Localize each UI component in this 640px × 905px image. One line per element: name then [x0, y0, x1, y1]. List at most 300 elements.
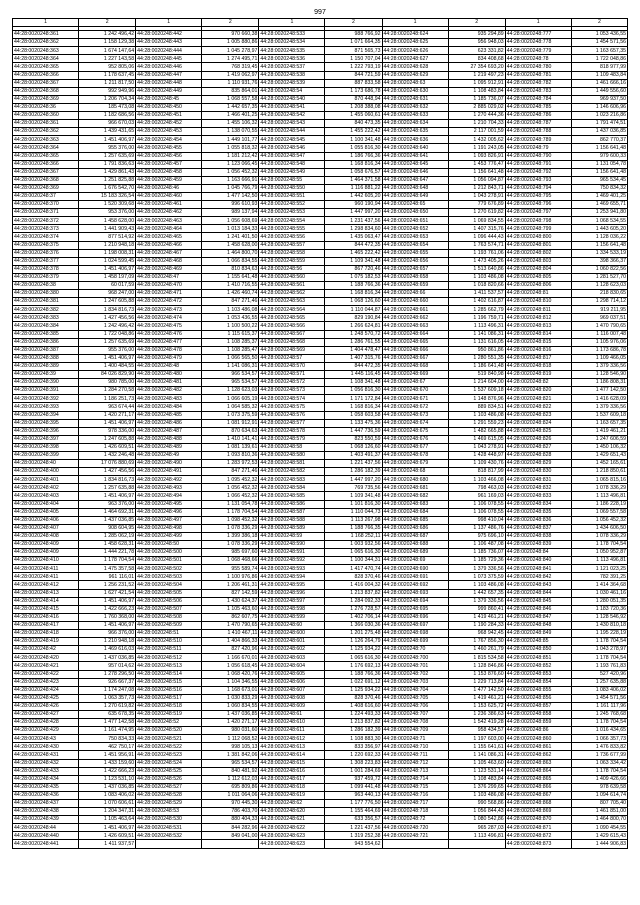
cadastral-value-cell: 1 156 641,48 [571, 144, 627, 152]
cadastral-value-cell: 1 001 284,69 [325, 767, 382, 775]
cadastral-value-cell: 943 554,62 [325, 840, 382, 848]
cadastral-value-cell: 1 005 880,86 [202, 39, 259, 47]
cadastral-number-cell: 44:28:0020248:622 [259, 824, 325, 832]
cadastral-number-cell: 44:28:0020248:711 [382, 751, 448, 759]
cadastral-number-cell: 44:28:0020248:532 [136, 832, 202, 840]
table-row [13, 565, 628, 573]
cadastral-value-cell: 1 212 843,71 [448, 184, 505, 192]
cadastral-number-cell: 44:28:0020248:490 [136, 460, 202, 468]
column-header: 2 [325, 19, 382, 27]
cadastral-number-cell: 44:28:0020248:394 [13, 411, 79, 419]
cadastral-number-cell: 44:28:0020248:704 [382, 686, 448, 694]
cadastral-number-cell: 44:28:0020248:586 [259, 500, 325, 508]
cadastral-number-cell: 44:28:0020248:371 [13, 209, 79, 217]
cadastral-number-cell: 44:28:0020248:392 [13, 395, 79, 403]
column-header: 2 [202, 19, 259, 27]
cadastral-value-cell: 1 022 691,12 [325, 678, 382, 686]
cadastral-value-cell: 1 065 616,30 [325, 549, 382, 557]
cadastral-value-cell: 1 451 406,97 [79, 824, 136, 832]
cadastral-value-cell: 1 168 252,11 [325, 532, 382, 540]
cadastral-value-cell: 1 451 406,97 [79, 354, 136, 362]
table-row [13, 621, 628, 629]
cadastral-value-cell: 1 366 030,36 [325, 621, 382, 629]
cadastral-number-cell: 44:28:0020248:484 [136, 403, 202, 411]
cadastral-number-cell: 44:28:0020248:712 [382, 759, 448, 767]
cadastral-number-cell: 44:28:0020248:592 [259, 557, 325, 565]
cadastral-number-cell: 44:28:0020248:628 [382, 63, 448, 71]
cadastral-number-cell: 44:28:0020248:519 [136, 710, 202, 718]
cadastral-number-cell: 44:28:0020248:787 [505, 120, 571, 128]
cadastral-value-cell: 968 942,45 [448, 630, 505, 638]
cadastral-number-cell: 44:28:0020248:396 [13, 427, 79, 435]
cadastral-number-cell: 44:28:0020248:836 [505, 516, 571, 524]
cadastral-number-cell: 44:28:0020248:779 [505, 47, 571, 55]
cadastral-value-cell: 1 109 466,05 [571, 354, 627, 362]
cadastral-number-cell: 44:28:0020248:40 [13, 460, 79, 468]
cadastral-value-cell: 870 634,63 [202, 427, 259, 435]
table-row [13, 225, 628, 233]
cadastral-value-cell: 1 433 159,60 [79, 759, 136, 767]
cadastral-value-cell: 818 977,99 [571, 63, 627, 71]
cadastral-value-cell: 980 785,00 [79, 379, 136, 387]
cadastral-number-cell: 44:28:0020248:830 [505, 468, 571, 476]
cadastral-number-cell: 44:28:0020248:384 [13, 322, 79, 330]
cadastral-number-cell: 44:28:0020248:666 [382, 346, 448, 354]
cadastral-number-cell: 44:28:0020248:685 [382, 516, 448, 524]
cadastral-number-cell: 44:28:0020248:618 [259, 783, 325, 791]
cadastral-value-cell: 1 274 495,71 [202, 55, 259, 63]
cadastral-value-cell: 1 137 486,76 [448, 524, 505, 532]
cadastral-number-cell: 44:28:0020248:784 [505, 95, 571, 103]
cadastral-number-cell: 44:28:0020248:369 [13, 184, 79, 192]
cadastral-number-cell: 44:28:0020248:670 [382, 387, 448, 395]
cadastral-number-cell: 44:28:0020248:831 [505, 476, 571, 484]
cadastral-number-cell: 44:28:0020248:615 [259, 759, 325, 767]
cadastral-value-cell: 1 451 406,97 [79, 597, 136, 605]
cadastral-number-cell: 44:28:0020248:61 [259, 710, 325, 718]
cadastral-value-cell: 1 173 686,78 [325, 87, 382, 95]
cadastral-number-cell: 44:28:0020248:694 [382, 597, 448, 605]
cadastral-value-cell: 1 131 054,78 [202, 500, 259, 508]
cadastral-number-cell: 44:28:0020248:595 [259, 581, 325, 589]
cadastral-value-cell: 1 178 704,54 [571, 638, 627, 646]
table-row [13, 759, 628, 767]
cadastral-number-cell: 44:28:0020248:57 [259, 354, 325, 362]
cadastral-number-cell: 44:28:0020248:451 [136, 112, 202, 120]
cadastral-value-cell: 1 094 614,74 [571, 791, 627, 799]
cadastral-value-cell: 1 482 665,88 [448, 427, 505, 435]
cadastral-number-cell: 44:28:0020248:476 [136, 330, 202, 338]
cadastral-value-cell: 1 056 452,32 [571, 516, 627, 524]
cadastral-value-cell: 1 247 605,88 [79, 298, 136, 306]
cadastral-number-cell: 44:28:0020248:374 [13, 233, 79, 241]
cadastral-number-cell: 44:28:0020248:65 [382, 201, 448, 209]
cadastral-value-cell: 1 198 008,31 [79, 249, 136, 257]
cadastral-value-cell: 1 455 060,61 [325, 112, 382, 120]
cadastral-value-cell: 963 376,00 [79, 500, 136, 508]
table-row [13, 630, 628, 638]
cadastral-number-cell: 44:28:0020248:782 [505, 79, 571, 87]
cadastral-value-cell: 1 078 336,29 [571, 532, 627, 540]
cadastral-number-cell: 44:28:0020248:654 [382, 241, 448, 249]
cadastral-value-cell: 1 469 615,05 [448, 435, 505, 443]
cadastral-value-cell: 1 058 603,58 [325, 411, 382, 419]
cadastral-value-cell: 786 403,70 [202, 808, 259, 816]
cadastral-value-cell: 1 043 278,97 [571, 646, 627, 654]
cadastral-number-cell: 44:28:0020248:691 [382, 573, 448, 581]
cadastral-value-cell: 1 455 222,42 [325, 128, 382, 136]
cadastral-number-cell: 44:28:0020248:865 [505, 775, 571, 783]
table-row [13, 427, 628, 435]
table-row [13, 411, 628, 419]
cadastral-value-cell: 1 146 606,96 [571, 103, 627, 111]
table-row [13, 775, 628, 783]
cadastral-value-cell: 1 108 285,47 [202, 346, 259, 354]
cadastral-number-cell: 44:28:0020248:690 [382, 565, 448, 573]
cadastral-value-cell: 1 163 657,35 [571, 419, 627, 427]
cadastral-number-cell: 44:28:0020248:657 [382, 265, 448, 273]
cadastral-number-cell: 44:28:0020248:36 [13, 103, 79, 111]
cadastral-value-cell: 1 464 800,70 [202, 249, 259, 257]
cadastral-number-cell: 44:28:0020248:572 [259, 379, 325, 387]
cadastral-value-cell: 833 356,97 [325, 743, 382, 751]
cadastral-number-cell: 44:28:0020248:818 [505, 362, 571, 370]
cadastral-value-cell: 1 003 932,56 [325, 541, 382, 549]
cadastral-number-cell: 44:28:0020248:683 [382, 500, 448, 508]
cadastral-value-cell: 1 166 670,01 [202, 654, 259, 662]
cadastral-value-cell: 1 248 570,72 [325, 330, 382, 338]
cadastral-value-cell: 970 660,38 [202, 31, 259, 39]
cadastral-value-cell: 1 791 836,63 [79, 160, 136, 168]
cadastral-value-cell: 1 298 714,12 [571, 298, 627, 306]
cadastral-number-cell: 44:28:0020248:51 [136, 630, 202, 638]
cadastral-value-cell: 1 461 666,16 [571, 79, 627, 87]
cadastral-number-cell: 44:28:0020248:621 [259, 816, 325, 824]
cadastral-number-cell: 44:28:0020248:571 [259, 371, 325, 379]
cadastral-number-cell: 44:28:0020248:591 [259, 549, 325, 557]
cadastral-number-cell: 44:28:0020248:63 [382, 79, 448, 87]
cadastral-number-cell: 44:28:0020248:510 [136, 638, 202, 646]
cadastral-value-cell: 1 458 628,31 [79, 541, 136, 549]
cadastral-number-cell: 44:28:0020248:52 [136, 719, 202, 727]
cadastral-number-cell: 44:28:0020248:686 [382, 524, 448, 532]
table-row [13, 176, 628, 184]
cadastral-number-cell: 44:28:0020248:872 [505, 832, 571, 840]
cadastral-number-cell: 44:28:0020248:443 [136, 39, 202, 47]
cadastral-number-cell: 44:28:0020248:707 [382, 710, 448, 718]
cadastral-value-cell: 1 188 766,36 [325, 670, 382, 678]
table-row [13, 419, 628, 427]
cadastral-number-cell: 44:28:0020248:477 [136, 338, 202, 346]
table-row [13, 201, 628, 209]
cadastral-number-cell: 44:28:0020248:485 [136, 411, 202, 419]
cadastral-number-cell: 44:28:0020248:381 [13, 298, 79, 306]
cadastral-number-cell: 44:28:0020248:444 [136, 47, 202, 55]
cadastral-value-cell: 1 078 336,29 [202, 541, 259, 549]
table-row [13, 460, 628, 468]
cadastral-number-cell: 44:28:0020248:435 [13, 783, 79, 791]
cadastral-value-cell: 1 451 406,97 [79, 621, 136, 629]
cadastral-value-cell: 1 452 165,61 [571, 460, 627, 468]
cadastral-number-cell: 44:28:0020248:55 [259, 176, 325, 184]
cadastral-number-cell: 44:28:0020248:828 [505, 451, 571, 459]
cadastral-value-cell: 1 163 657,35 [571, 47, 627, 55]
cadastral-number-cell: 44:28:0020248:544 [259, 128, 325, 136]
cadastral-value-cell: 1 447 997,20 [325, 209, 382, 217]
cadastral-number-cell: 44:28:0020248:660 [382, 298, 448, 306]
cadastral-value-cell: 1 110 044,87 [325, 306, 382, 314]
cadastral-value-cell: 623 331,82 [448, 47, 505, 55]
cadastral-number-cell: 44:28:0020248:561 [259, 282, 325, 290]
cadastral-number-cell: 44:28:0020248:527 [136, 783, 202, 791]
cadastral-number-cell: 44:28:0020248:546 [259, 144, 325, 152]
cadastral-value-cell: 1 186 228,19 [571, 500, 627, 508]
table-row [13, 282, 628, 290]
cadastral-value-cell: 1 419 461,21 [571, 427, 627, 435]
cadastral-number-cell: 44:28:0020248:429 [13, 727, 79, 735]
cadastral-value-cell: 1 103 466,08 [448, 476, 505, 484]
cadastral-value-cell: 849 041,00 [202, 832, 259, 840]
cadastral-value-cell: 1 053 436,55 [571, 31, 627, 39]
cadastral-value-cell: 1 063 334,42 [571, 759, 627, 767]
table-row [13, 686, 628, 694]
cadastral-value-cell: 1 096 444,43 [448, 233, 505, 241]
cadastral-number-cell: 44:28:0020248:43 [13, 735, 79, 743]
cadastral-number-cell: 44:28:0020248:491 [136, 468, 202, 476]
cadastral-number-cell: 44:28:0020248:665 [382, 338, 448, 346]
cadastral-number-cell: 44:28:0020248:647 [382, 176, 448, 184]
cadastral-value-cell: 1 763 574,71 [448, 241, 505, 249]
cadastral-number-cell: 44:28:0020248:412 [13, 581, 79, 589]
cadastral-number-cell: 44:28:0020248:840 [505, 557, 571, 565]
table-row [13, 783, 628, 791]
cadastral-value-cell: 1 163 666,91 [202, 176, 259, 184]
cadastral-number-cell: 44:28:0020248:715 [382, 783, 448, 791]
table-row [13, 524, 628, 532]
cadastral-value-cell: 1 441 909,43 [79, 225, 136, 233]
cadastral-number-cell: 44:28:0020248:456 [136, 152, 202, 160]
cadastral-number-cell: 44:28:0020248:709 [382, 727, 448, 735]
cadastral-value-cell: 527 420,96 [571, 670, 627, 678]
table-row [13, 727, 628, 735]
cadastral-number-cell: 44:28:0020248:667 [382, 354, 448, 362]
cadastral-number-cell: 44:28:0020248:630 [382, 87, 448, 95]
table-row [13, 39, 628, 47]
cadastral-number-cell: 44:28:0020248:823 [505, 411, 571, 419]
cadastral-value-cell: 1 219 497,23 [448, 71, 505, 79]
cadastral-value-cell: 218 830,65 [571, 290, 627, 298]
cadastral-value-cell: 844 721,59 [325, 71, 382, 79]
table-row [13, 322, 628, 330]
cadastral-value-cell: 1 404 866,33 [202, 638, 259, 646]
table-row [13, 160, 628, 168]
cadastral-value-cell: 1 103 486,08 [202, 306, 259, 314]
cadastral-number-cell: 44:28:0020248:56 [259, 265, 325, 273]
cadastral-number-cell: 44:28:0020248:699 [382, 638, 448, 646]
cadastral-value-cell: 1 109 341,48 [325, 492, 382, 500]
cadastral-number-cell: 44:28:0020248:629 [382, 71, 448, 79]
cadastral-value-cell: 1 407 315,76 [448, 225, 505, 233]
cadastral-number-cell: 44:28:0020248:590 [259, 541, 325, 549]
cadastral-value-cell: 1 437 036,85 [79, 654, 136, 662]
cadastral-value-cell: 1 182 686,56 [79, 112, 136, 120]
cadastral-value-cell: 952 805,06 [79, 63, 136, 71]
cadastral-value-cell: 1 161 117,96 [571, 702, 627, 710]
cadastral-number-cell: 44:28:0020248:624 [382, 31, 448, 39]
cadastral-value-cell: 1 422 666,23 [79, 767, 136, 775]
cadastral-number-cell: 44:28:0020248:376 [13, 249, 79, 257]
cadastral-value-cell: 1 427 456,56 [79, 468, 136, 476]
table-row [13, 646, 628, 654]
cadastral-number-cell: 44:28:0020248:633 [382, 112, 448, 120]
cadastral-value-cell: 1 158 129,38 [79, 39, 136, 47]
cadastral-number-cell: 44:28:0020248:662 [382, 314, 448, 322]
cadastral-value-cell: 956 948,03 [448, 39, 505, 47]
cadastral-number-cell: 44:28:0020248:505 [136, 589, 202, 597]
cadastral-value-cell: 968 247,00 [79, 290, 136, 298]
table-row [13, 273, 628, 281]
cadastral-value-cell: 1 123 531,14 [448, 767, 505, 775]
cadastral-number-cell: 44:28:0020248:497 [136, 516, 202, 524]
cadastral-value-cell: 1 081 912,91 [202, 419, 259, 427]
cadastral-number-cell: 44:28:0020248:388 [13, 354, 79, 362]
cadastral-value-cell: 1 105 976,06 [571, 338, 627, 346]
cadastral-value-cell: 1 224 493,33 [325, 710, 382, 718]
cadastral-number-cell: 44:28:0020248:838 [505, 532, 571, 540]
cadastral-value-cell: 1 185 736,07 [448, 549, 505, 557]
cadastral-number-cell: 44:28:0020248:504 [136, 581, 202, 589]
cadastral-value-cell: 1 429 861,43 [79, 168, 136, 176]
cadastral-value-cell: 1 231 437,56 [325, 217, 382, 225]
cadastral-number-cell: 44:28:0020248:438 [13, 808, 79, 816]
cadastral-number-cell: 44:28:0020248:640 [382, 144, 448, 152]
cadastral-value-cell: 1 095 912,91 [448, 79, 505, 87]
table-row [13, 816, 628, 824]
cadastral-value-cell: 1 416 628,09 [571, 395, 627, 403]
cadastral-value-cell: 1 193 761,83 [571, 662, 627, 670]
cadastral-number-cell: 44:28:0020248:537 [259, 63, 325, 71]
cadastral-value-cell: 1 477 142,50 [571, 387, 627, 395]
cadastral-number-cell: 44:28:0020248:816 [505, 346, 571, 354]
cadastral-number-cell: 44:28:0020248:587 [259, 508, 325, 516]
cadastral-number-cell: 44:28:0020248:627 [382, 55, 448, 63]
cadastral-number-cell: 44:28:0020248:486 [136, 419, 202, 427]
cadastral-value-cell: 1 298 834,60 [325, 225, 382, 233]
cadastral-number-cell: 44:28:0020248:364 [13, 144, 79, 152]
table-row [13, 314, 628, 322]
cadastral-number-cell: 44:28:0020248:857 [505, 702, 571, 710]
cadastral-number-cell: 44:28:0020248:594 [259, 573, 325, 581]
table-row [13, 168, 628, 176]
cadastral-value-cell: 1 791 474,51 [571, 120, 627, 128]
cadastral-value-cell: 1 171 172,84 [325, 395, 382, 403]
cadastral-value-cell: 990 568,86 [448, 800, 505, 808]
cadastral-value-cell: 1 073 375,59 [202, 411, 259, 419]
cadastral-number-cell: 44:28:0020248:361 [13, 120, 79, 128]
cadastral-value-cell: 1 722 048,86 [79, 330, 136, 338]
cadastral-value-cell: 1 537 609,18 [448, 387, 505, 395]
cadastral-number-cell: 44:28:0020248:777 [505, 31, 571, 39]
cadastral-value-cell: 844 472,35 [325, 362, 382, 370]
cadastral-number-cell: 44:28:0020248:864 [505, 767, 571, 775]
cadastral-number-cell: 44:28:0020248:858 [505, 710, 571, 718]
table-body [13, 31, 628, 848]
cadastral-number-cell: 44:28:0020248:448 [136, 79, 202, 87]
cadastral-number-cell: 44:28:0020248:678 [382, 451, 448, 459]
cadastral-value-cell: 1 113 496,81 [571, 557, 627, 565]
cadastral-number-cell: 44:28:0020248:870 [505, 816, 571, 824]
cadastral-value-cell: 1 426 609,51 [79, 443, 136, 451]
cadastral-number-cell: 44:28:0020248:471 [136, 290, 202, 298]
cadastral-value-cell: 965 287,03 [448, 824, 505, 832]
cadastral-value-cell: 1 439 431,65 [79, 128, 136, 136]
page-number: 997 [314, 9, 326, 16]
cadastral-number-cell: 44:28:0020248:608 [259, 694, 325, 702]
cadastral-number-cell: 44:28:0020248:508 [136, 613, 202, 621]
cadastral-number-cell: 44:28:0020248:410 [13, 557, 79, 565]
cadastral-number-cell: 44:28:0020248:861 [505, 743, 571, 751]
cadastral-value-cell: 1 071 664,35 [325, 39, 382, 47]
cadastral-number-cell: 44:28:0020248:483 [136, 395, 202, 403]
cadastral-number-cell: 44:28:0020248:593 [259, 565, 325, 573]
cadastral-number-cell: 44:28:0020248:520 [136, 727, 202, 735]
cadastral-number-cell: 44:28:0020248:511 [136, 646, 202, 654]
cadastral-value-cell: 1 123 066,45 [202, 160, 259, 168]
cadastral-value-cell: 1 153 876,60 [448, 670, 505, 678]
cadastral-number-cell: 44:28:0020248:718 [382, 808, 448, 816]
cadastral-number-cell: 44:28:0020248:791 [505, 160, 571, 168]
cadastral-number-cell: 44:28:0020248:378 [13, 265, 79, 273]
cadastral-number-cell: 44:28:0020248:434 [13, 775, 79, 783]
cadastral-value-cell: 1 257 635,69 [79, 338, 136, 346]
cadastral-value-cell: 769 735,56 [325, 484, 382, 492]
cadastral-value-cell: 1 193 761,06 [448, 249, 505, 257]
cadastral-value-cell: 1 190 284,33 [448, 621, 505, 629]
cadastral-value-cell: 1 469 616,03 [79, 646, 136, 654]
cadastral-value-cell: 1 078 336,29 [202, 524, 259, 532]
cadastral-number-cell: 44:28:0020248:581 [259, 460, 325, 468]
table-row [13, 710, 628, 718]
cadastral-value-cell: 1 109 483,84 [571, 71, 627, 79]
cadastral-number-cell: 44:28:0020248:658 [382, 273, 448, 281]
cadastral-number-cell: 44:28:0020248:714 [382, 775, 448, 783]
cadastral-number-cell: 44:28:0020248:386 [13, 338, 79, 346]
cadastral-number-cell: 44:28:0020248:461 [136, 201, 202, 209]
table-row [13, 298, 628, 306]
cadastral-number-cell: 44:28:0020248:829 [505, 460, 571, 468]
table-row [13, 751, 628, 759]
cadastral-value-cell: 955 376,00 [79, 346, 136, 354]
cadastral-value-cell: 1 188 766,36 [325, 282, 382, 290]
cadastral-value-cell: 1 066 834,55 [202, 257, 259, 265]
cadastral-value-cell: 1 211 817,50 [79, 79, 136, 87]
cadastral-value-cell: 1 155 464,69 [325, 808, 382, 816]
cadastral-value-cell: 1 103 486,08 [448, 273, 505, 281]
cadastral-value-cell: 1 070 606,61 [79, 800, 136, 808]
table-row [13, 638, 628, 646]
cadastral-number-cell: 44:28:0020248:580 [259, 451, 325, 459]
cadastral-number-cell: 44:28:0020248:502 [136, 565, 202, 573]
cadastral-value-cell: 1 168 816,34 [325, 403, 382, 411]
cadastral-value-cell: 1 113 496,81 [448, 832, 505, 840]
table-row [13, 613, 628, 621]
cadastral-value-cell: 998 410,04 [448, 516, 505, 524]
cadastral-value-cell: 1 458 628,00 [202, 241, 259, 249]
cadastral-value-cell: 1 104 346,55 [202, 678, 259, 686]
cadastral-value-cell: 1 128 623,03 [571, 282, 627, 290]
cadastral-number-cell: 44:28:0020248:822 [505, 403, 571, 411]
cadastral-number-cell: 44:28:0020248:60 [259, 621, 325, 629]
